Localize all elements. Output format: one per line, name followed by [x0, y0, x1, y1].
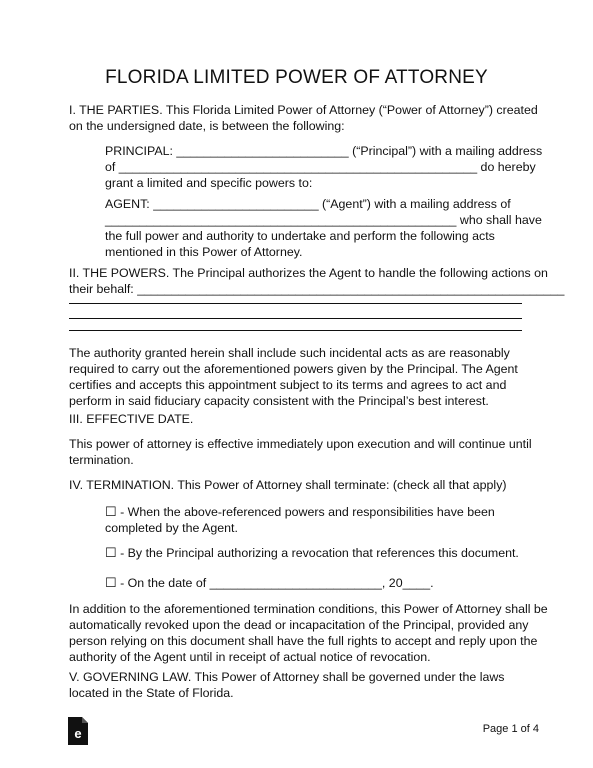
parties-text: I. THE PARTIES. This Florida Limited Power of Attorney (“Power of Attorney”) created — [69, 103, 538, 117]
checkbox[interactable]: ☐ — [105, 575, 117, 590]
effective-text: termination. — [69, 453, 134, 467]
governing-text: V. GOVERNING LAW. This Power of Attorney shall be governed under the laws — [69, 670, 505, 684]
authority-paragraph — [69, 345, 524, 409]
agent-address-field[interactable]: ___________________________________________________ who shall have — [105, 213, 542, 227]
termination-paragraph — [69, 601, 548, 665]
effective-date-paragraph — [69, 436, 532, 468]
principal-address-field[interactable]: of ____________________________________________________ do hereby — [105, 160, 536, 174]
powers-blank-line[interactable] — [69, 303, 522, 304]
termination-option-1 — [105, 504, 525, 536]
agent-text: mentioned in this Power of Attorney. — [105, 245, 303, 259]
checkbox[interactable]: ☐ — [105, 504, 117, 519]
powers-text: II. THE POWERS. The Principal authorizes the Agent to handle the following actions on — [69, 266, 548, 280]
principal-name-field[interactable]: PRINCIPAL: _________________________ (“Principal”) with a mailing address — [105, 144, 543, 158]
parties-section — [69, 102, 538, 134]
powers-behalf-field[interactable]: their behalf: ______________________________________________________________ — [69, 282, 565, 296]
agent-text: the full power and authority to undertake and perform the following acts — [105, 229, 495, 243]
checkbox[interactable]: ☐ — [105, 545, 117, 560]
authority-text: The authority granted herein shall include such incidental acts as are reasonably — [69, 346, 510, 360]
termination-heading: IV. TERMINATION. This Power of Attorney shall terminate: (check all that apply) — [69, 478, 507, 492]
option-label: completed by the Agent. — [105, 521, 238, 535]
authority-text: perform in said fiduciary capacity consistent with the Principal’s best interest. — [69, 394, 489, 408]
effective-text: This power of attorney is effective immediately upon execution and will continue until — [69, 437, 532, 451]
termination-date-field[interactable]: - On the date of _________________________, 20____. — [116, 576, 434, 590]
powers-blank-line[interactable] — [69, 330, 522, 331]
powers-section — [69, 265, 565, 297]
termination-text: In addition to the aforementioned termination conditions, this Power of Attorney shall be — [69, 602, 548, 616]
governing-law-paragraph — [69, 669, 524, 701]
principal-text: grant a limited and specific powers to: — [105, 176, 313, 190]
termination-text: automatically revoked upon the dead or incapacitation of the Principal, provided any — [69, 618, 529, 632]
authority-text: certifies and accepts this appointment subject to its terms and agrees to act and — [69, 378, 507, 392]
termination-option-2 — [105, 545, 525, 561]
governing-text: located in the State of Florida. — [69, 686, 234, 700]
agent-name-field[interactable]: AGENT: ________________________ (“Agent”) with a mailing address of — [105, 197, 511, 211]
effective-date-heading: III. EFFECTIVE DATE. — [69, 412, 194, 426]
option-label: - When the above-referenced powers and responsibilities have been — [116, 505, 495, 519]
svg-text:e: e — [74, 726, 82, 741]
option-label: - By the Principal authorizing a revocation that references this document. — [116, 546, 519, 560]
termination-option-3 — [105, 575, 525, 591]
agent-block — [105, 196, 542, 260]
document-title: FLORIDA LIMITED POWER OF ATTORNEY — [105, 67, 488, 88]
termination-text: person relying on this document shall have the full rights to accept and reply upon the — [69, 634, 538, 648]
parties-text: on the undersigned date, is between the following: — [69, 119, 345, 133]
page-number: Page 1 of 4 — [482, 723, 539, 735]
authority-text: required to carry out the aforementioned powers given by the Principal. The Agent — [69, 362, 518, 376]
principal-block — [105, 143, 543, 191]
eforms-logo-icon — [66, 716, 90, 746]
powers-blank-line[interactable] — [69, 318, 522, 319]
termination-text: authority of the Agent until in receipt of actual notice of revocation. — [69, 650, 431, 664]
